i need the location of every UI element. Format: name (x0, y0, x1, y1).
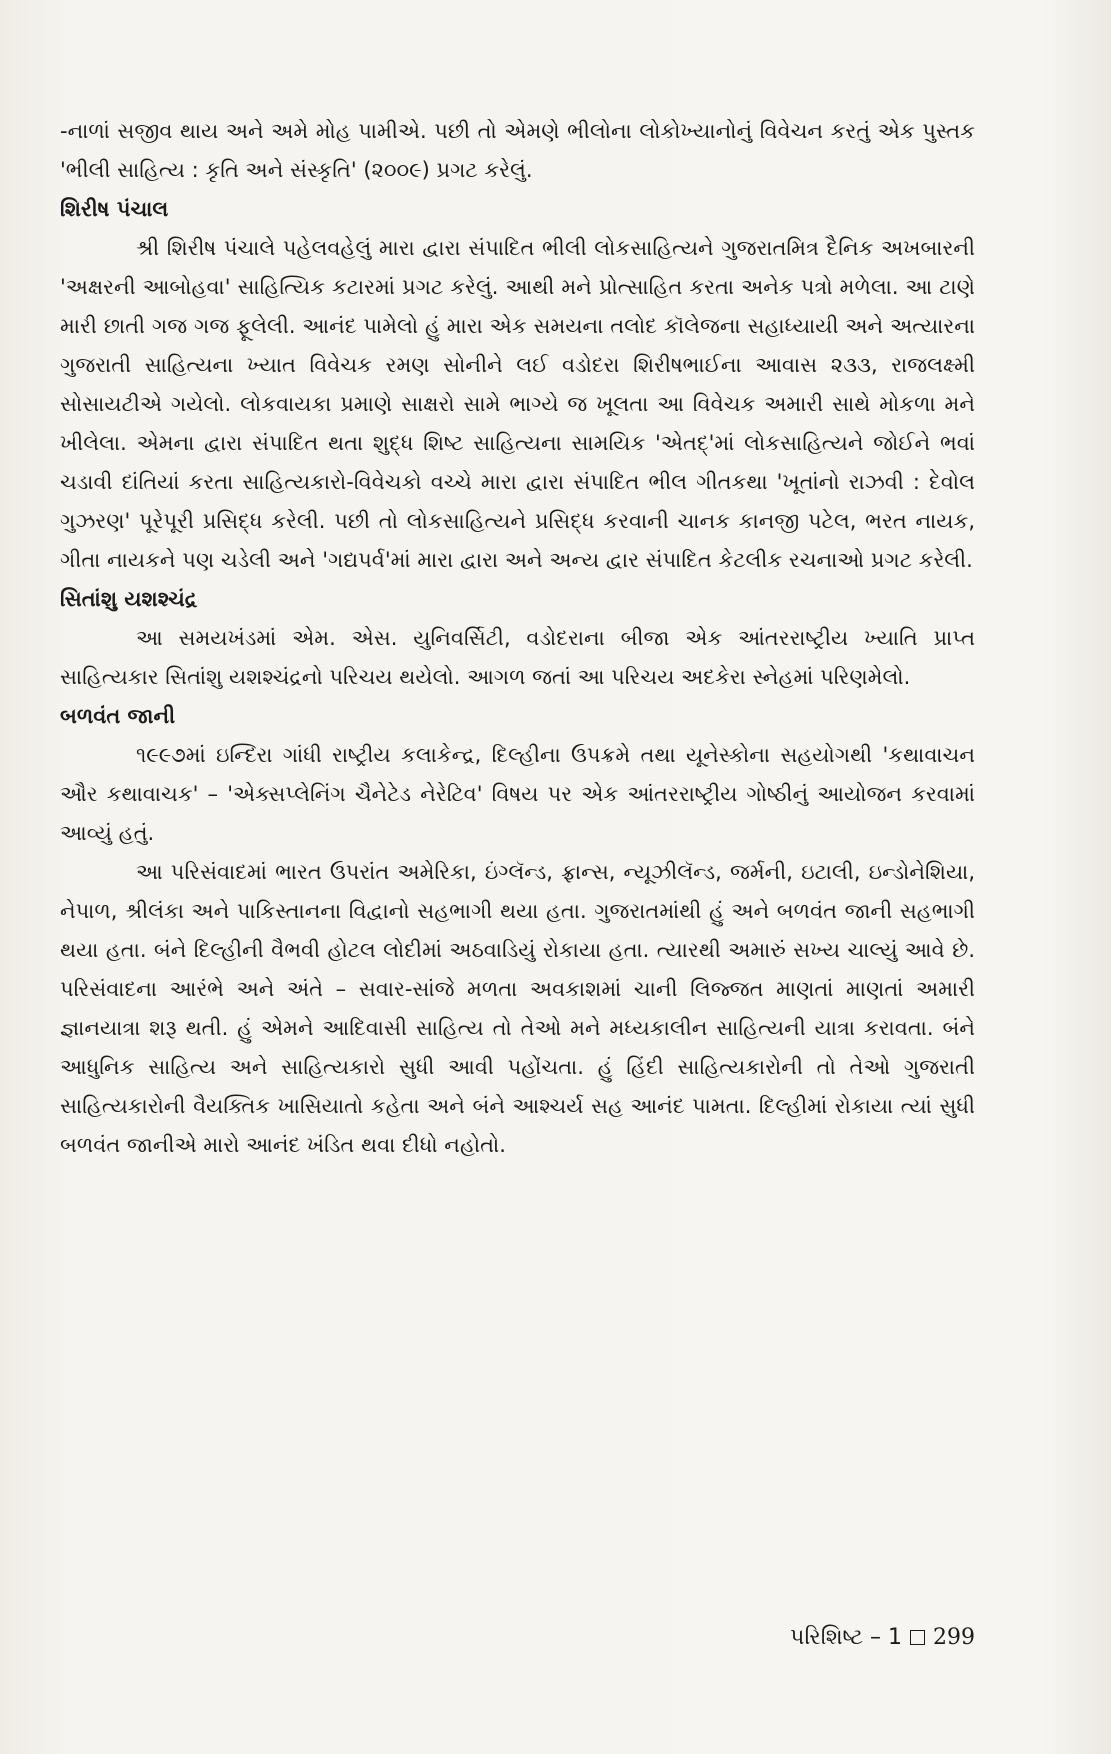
paragraph-shirish-panchal: શ્રી શિરીષ પંચાલે પહેલવહેલું મારા દ્વારા સંપાદિત ભીલી લોકસાહિત્યને ગુજરાતમિત્ર દૈનિક અખબારની 'અક્ષરની આબોહવા' સાહિત્યિક કટારમાં પ્રગટ કરેલું. આથી મને પ્રોત્સાહિત કરતા અનેક પત્રો મળેલા. આ ટાણે મારી છાતી ગજ ગજ ફૂલેલી. આનંદ પામેલો હું મારા એક સમયના તલોદ કૉલેજના સહાધ્યાયી અને અત્યારના ગુજરાતી સાહિત્યના ખ્યાત વિવેચક રમણ સોનીને લઈ વડોદરા શિરીષભાઈના આવાસ ૨૩૩, રાજલક્ષ્મી સોસાયટીએ ગયેલો. લોકવાયકા પ્રમાણે સાક્ષરો સામે ભાગ્યે જ ખૂલતા આ વિવેચક અમારી સાથે મોકળા મને ખીલેલા. એમના દ્વારા સંપાદિત થતા શુદ્ધ શિષ્ટ સાહિત્યના સામયિક 'એતદ્'માં લોકસાહિત્યને જોઈને ભવાં ચડાવી દાંતિયાં કરતા સાહિત્યકારો-વિવેચકો વચ્ચે મારા દ્વારા સંપાદિત ભીલ ગીતકથા 'ખૂતાંનો રાઝવી : દેવોલ ગુઝરણ' પૂરેપૂરી પ્રસિદ્ધ કરેલી. પછી તો લોકસાહિત્યને પ્રસિદ્ધ કરવાની ચાનક કાનજી પટેલ, ભરત નાયક, ગીતા નાયકને પણ ચડેલી અને 'ગદ્યપર્વ'માં મારા દ્વારા અને અન્ય દ્વાર સંપાદિત કેટલીક રચનાઓ પ્રગટ કરેલી. (60, 236, 975, 572)
paragraph-balvant-jani-1: ૧૯૯૭માં ઇન્દિરા ગાંધી રાષ્ટ્રીય કલાકેન્દ્ર, દિલ્હીના ઉપક્રમે તથા યૂનેસ્કોના સહયોગથી 'કથાવાચન ઔર કથાવાચક' – 'એક્સપ્લેનિંગ ચૈનેટેડ નેરેટિવ' વિષય પર એક આંતરરાષ્ટ્રીય ગોષ્ઠીનું આયોજન કરવામાં આવ્યું હતું. (60, 743, 975, 845)
section-heading-balvant-jani: બળવંત જાની (60, 704, 176, 728)
page-number: 299 (933, 1625, 975, 1650)
page-footer (790, 1625, 975, 1650)
square-box-icon (910, 1630, 925, 1645)
section-heading-sitanshu-yashaschandra: સિતાંશુ યશશ્ચંદ્ર (60, 587, 198, 611)
paragraph-sitanshu-yashaschandra: આ સમયખંડમાં એમ. એસ. યુનિવર્સિટી, વડોદરાના બીજા એક આંતરરાષ્ટ્રીય ખ્યાતિ પ્રાપ્ત સાહિત્યકાર સિતાંશુ યશશ્ચંદ્રનો પરિચય થયેલો. આગળ જતાં આ પરિચય અદકેરા સ્નેહમાં પરિણમેલો. (60, 626, 975, 689)
paragraph-balvant-jani-2: આ પરિસંવાદમાં ભારત ઉપરાંત અમેરિકા, ઇંગ્લૅન્ડ, ફ્રાન્સ, ન્યૂઝીલૅન્ડ, જર્મની, ઇટાલી, ઇન્ડોનેશિયા, નેપાળ, શ્રીલંકા અને પાકિસ્તાનના વિદ્વાનો સહભાગી થયા હતા. ગુજરાતમાંથી હું અને બળવંત જાની સહભાગી થયા હતા. બંને દિલ્હીની વૈભવી હોટલ લોદીમાં અઠવાડિયું રોકાયા હતા. ત્યારથી અમારું સખ્ય ચાલ્યું આવે છે. પરિસંવાદના આરંભે અને અંતે – સવાર-સાંજે મળતા અવકાશમાં ચાની લિજ્જત માણતાં માણતાં અમારી જ્ઞાનયાત્રા શરૂ થતી. હું એમને આદિવાસી સાહિત્ય તો તેઓ મને મધ્યકાલીન સાહિત્યની યાત્રા કરાવતા. બંને આધુનિક સાહિત્ય અને સાહિત્યકારો સુધી આવી પહોંચતા. હું હિંદી સાહિત્યકારોની તો તેઓ ગુજરાતી સાહિત્યકારોની વૈયક્તિક ખાસિયાતો કહેતા અને બંને આશ્ચર્ય સહ આનંદ પામતા. દિલ્હીમાં રોકાયા ત્યાં સુધી બળવંત જાનીએ મારો આનંદ ખંડિત થવા દીધો નહોતો. (60, 860, 975, 1157)
footer-section-label: પરિશિષ્ટ – 1 (790, 1625, 902, 1650)
continued-paragraph: -નાળાં સજીવ થાય અને અમે મોહ પામીએ. પછી તો એમણે ભીલોના લોકોખ્યાનોનું વિવેચન કરતું એક પુસ્તક 'ભીલી સાહિત્ય : કૃતિ અને સંસ્કૃતિ' (૨૦૦૯) પ્રગટ કરેલું. (60, 119, 975, 182)
page-body (60, 112, 975, 1165)
section-heading-shirish-panchal: શિરીષ પંચાલ (60, 197, 169, 221)
